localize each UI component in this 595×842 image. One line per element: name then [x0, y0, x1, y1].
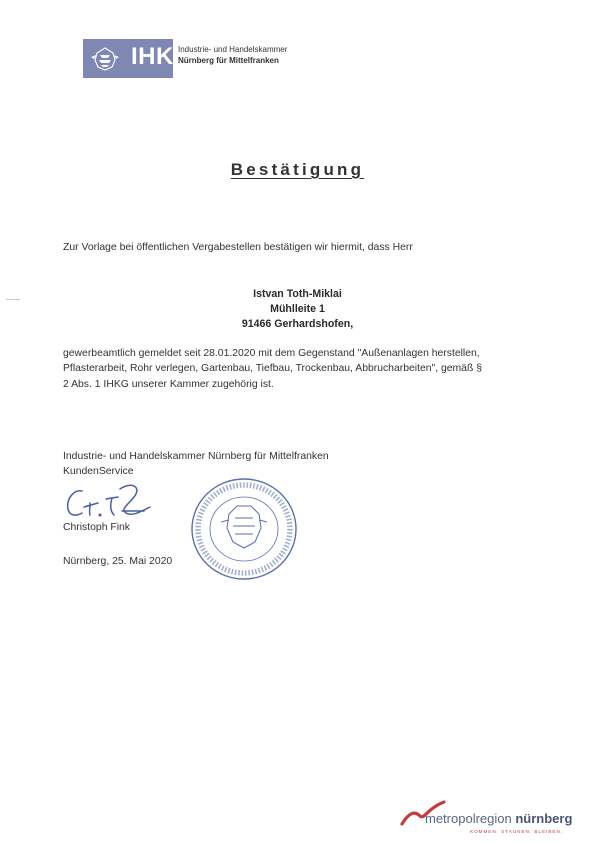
handwritten-signature	[60, 477, 155, 525]
metropolregion-brand	[425, 811, 572, 826]
intro-text: Zur Vorlage bei öffentlichen Vergabestellen bestätigen wir hiermit, dass Herr	[63, 242, 413, 253]
org-name-line2: Nürnberg für Mittelfranken	[178, 56, 279, 65]
paragraph-line: 2 Abs. 1 IHKG unserer Kammer zugehörig ist.	[63, 378, 274, 390]
confirmation-paragraph	[63, 346, 533, 392]
signature-department: KundenService	[63, 466, 134, 477]
ihk-logo	[83, 39, 173, 78]
official-stamp-seal	[189, 476, 299, 582]
logo-text: IHK	[131, 43, 174, 70]
document-title-text: Bestätigung	[230, 160, 365, 179]
paragraph-line: gewerbeamtlich gemeldet seit 28.01.2020 mit dem Gegenstand "Außenanlagen herstellen,	[63, 348, 480, 359]
address-city: 91466 Gerhardshofen,	[241, 318, 354, 330]
brand-light-text: metropolregion	[425, 811, 516, 826]
brand-tagline: KOMMEN. STAUNEN. BLEIBEN.	[470, 829, 564, 834]
address-name: Istvan Toth-Miklai	[253, 288, 342, 300]
ihk-emblem-icon	[88, 45, 122, 73]
signature-organization: Industrie- und Handelskammer Nürnberg für Mittelfranken	[63, 451, 329, 462]
signer-name: Christoph Fink	[63, 522, 130, 533]
paragraph-line: Pflasterarbeit, Rohr verlegen, Gartenbau, Tiefbau, Trockenbau, Abbrucharbeiten", gemäß §	[63, 363, 482, 375]
place-and-date: Nürnberg, 25. Mai 2020	[63, 556, 173, 567]
document-title	[0, 160, 595, 180]
address-street: Mühlleite 1	[270, 303, 325, 315]
org-name-line1: Industrie- und Handelskammer	[178, 45, 288, 54]
brand-bold-text: nürnberg	[515, 811, 573, 826]
